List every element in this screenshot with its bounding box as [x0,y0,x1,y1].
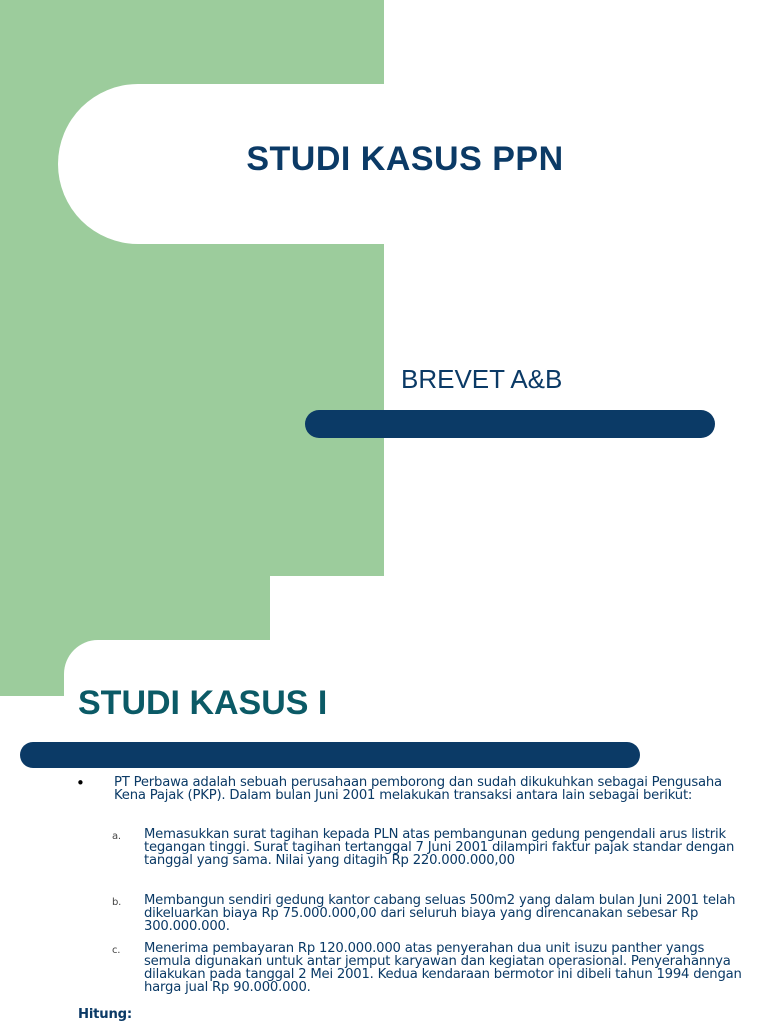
list-item-text: Menerima pembayaran Rp 120.000.000 atas penyerahan dua unit isuzu panther yangs semula digunakan untuk antar jemput karyawan dan kegiatan operasional. Penyerahannya dilakukan pada tanggal 2 Mei 2001. Kedua kendaraan bermotor ini dibeli tahun 1994 dengan harga jual Rp 90.000.000. [144,941,742,995]
slide-heading: STUDI KASUS I [78,684,328,722]
footer-label: Hitung: [78,1007,132,1022]
list-item-text: Membangun sendiri gedung kantor cabang seluas 500m2 yang dalam bulan Juni 2001 telah dikeluarkan biaya Rp 75.000.000,00 dari seluruh biaya yang direncanakan sebesar Rp 300.000.000. [144,893,736,934]
accent-bar [305,410,715,438]
list-marker: a. [112,831,121,842]
list-marker: b. [112,897,122,908]
accent-bar [20,742,640,768]
slide-subtitle-text: BREVET A&B [401,364,563,394]
list-item-text: Memasukkan surat tagihan kepada PLN atas pembangunan gedung pengendali arus listrik tegangan tinggi. Surat tagihan tertanggal 7 Juni 2001 dilampiri faktur pajak standar dengan tanggal yang sama. Nilai yang ditagih Rp 220.000.000,00 [144,827,735,868]
slide-case-study [0,576,768,1024]
list-marker: c. [112,945,121,956]
slide-title-text: STUDI KASUS PPN [246,140,564,178]
bullet-icon: • [76,774,85,792]
intro-paragraph: PT Perbawa adalah sebuah perusahaan pemborong dan sudah dikukuhkan sebagai Pengusaha Kena Pajak (PKP). Dalam bulan Juni 2001 melakukan transaksi antara lain sebagai berikut: [114,775,722,803]
